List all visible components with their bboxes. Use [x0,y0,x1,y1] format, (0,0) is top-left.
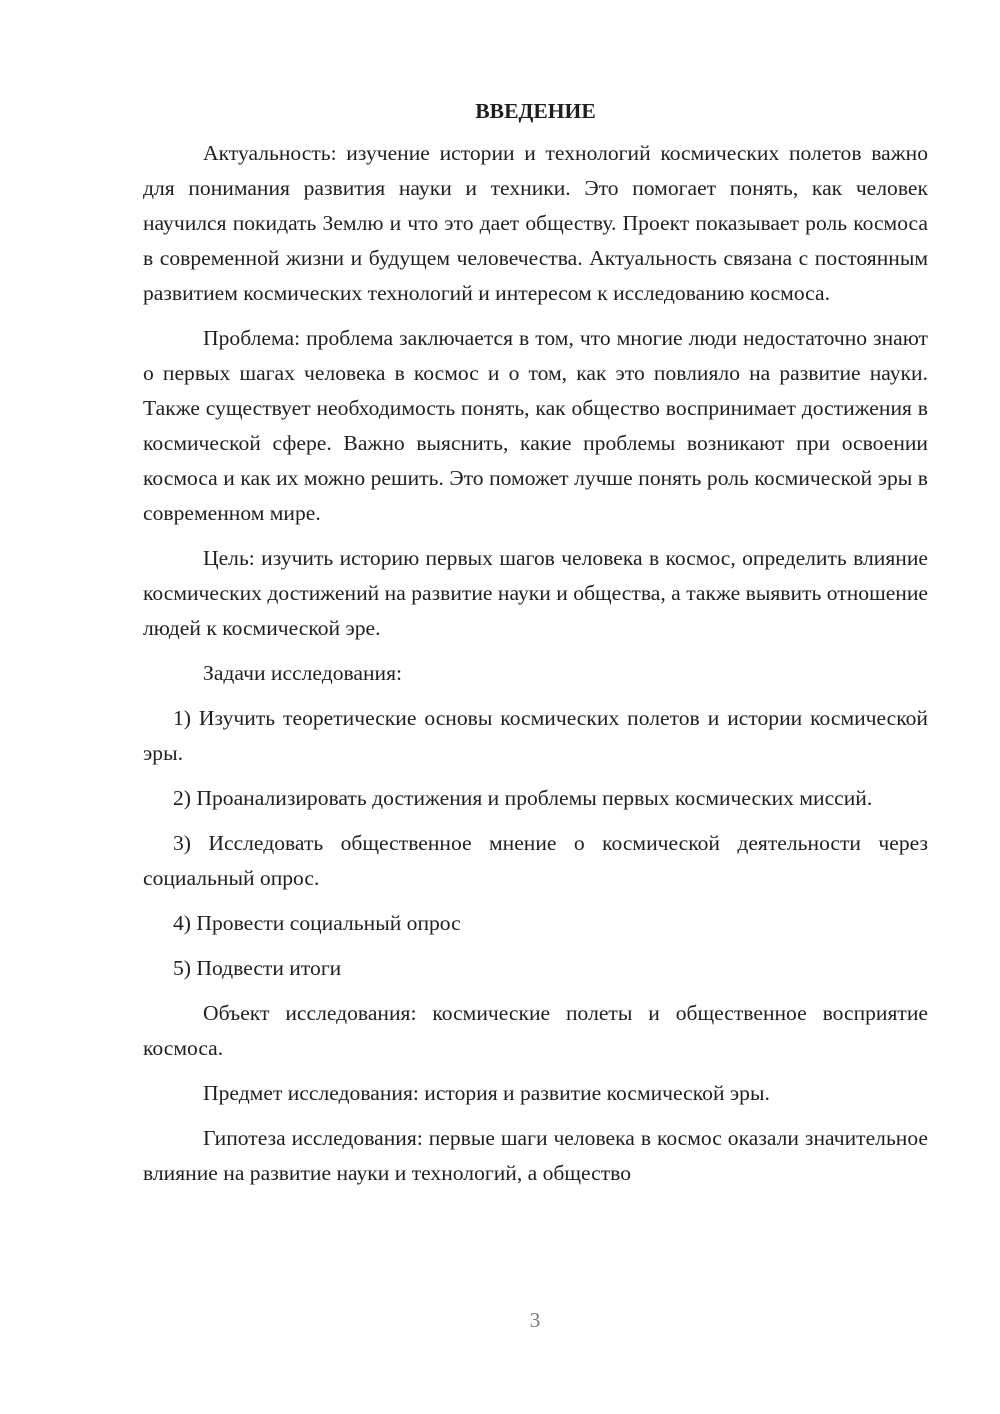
object-paragraph: Объект исследования: космические полеты и общественное восприятие космоса. [143,1001,928,1060]
task-item: 1) Изучить теоретические основы космических полетов и истории космической эры. [143,706,928,765]
task-item: 4) Провести социальный опрос [173,911,461,935]
section-title: ВВЕДЕНИЕ [475,99,596,123]
task-item: 5) Подвести итоги [173,956,342,980]
goal-paragraph: Цель: изучить историю первых шагов человека в космос, определить влияние космических достижений на развитие науки и общества, а также выявить отношение людей к космической эре. [143,546,928,640]
task-item: 3) Исследовать общественное мнение о космической деятельности через социальный опрос. [143,831,928,890]
tasks-heading: Задачи исследования: [203,661,403,685]
document-body [143,96,928,1201]
problem-paragraph: Проблема: проблема заключается в том, что многие люди недостаточно знают о первых шагах человека в космос и о том, как это повлияло на развитие науки. Также существует необходимость понять, как общество воспринимает достижения в космической сфере. Важно выяснить, какие проблемы возникают при освоении космоса и как их можно решить. Это поможет лучше понять роль космической эры в современном мире. [143,326,928,525]
relevance-paragraph: Актуальность: изучение истории и технологий космических полетов важно для понимания развития науки и техники. Это помогает понять, как человек научился покидать Землю и что это дает обществу. Проект показывает роль космоса в современной жизни и будущем человечества. Актуальность связана с постоянным развитием космических технологий и интересом к исследованию космоса. [143,141,928,305]
task-item: 2) Проанализировать достижения и проблемы первых космических миссий. [173,786,873,810]
subject-paragraph: Предмет исследования: история и развитие космической эры. [203,1081,770,1105]
page-number: 3 [529,1308,541,1332]
hypothesis-paragraph: Гипотеза исследования: первые шаги человека в космос оказали значительное влияние на развитие науки и технологий, а общество [143,1126,928,1185]
